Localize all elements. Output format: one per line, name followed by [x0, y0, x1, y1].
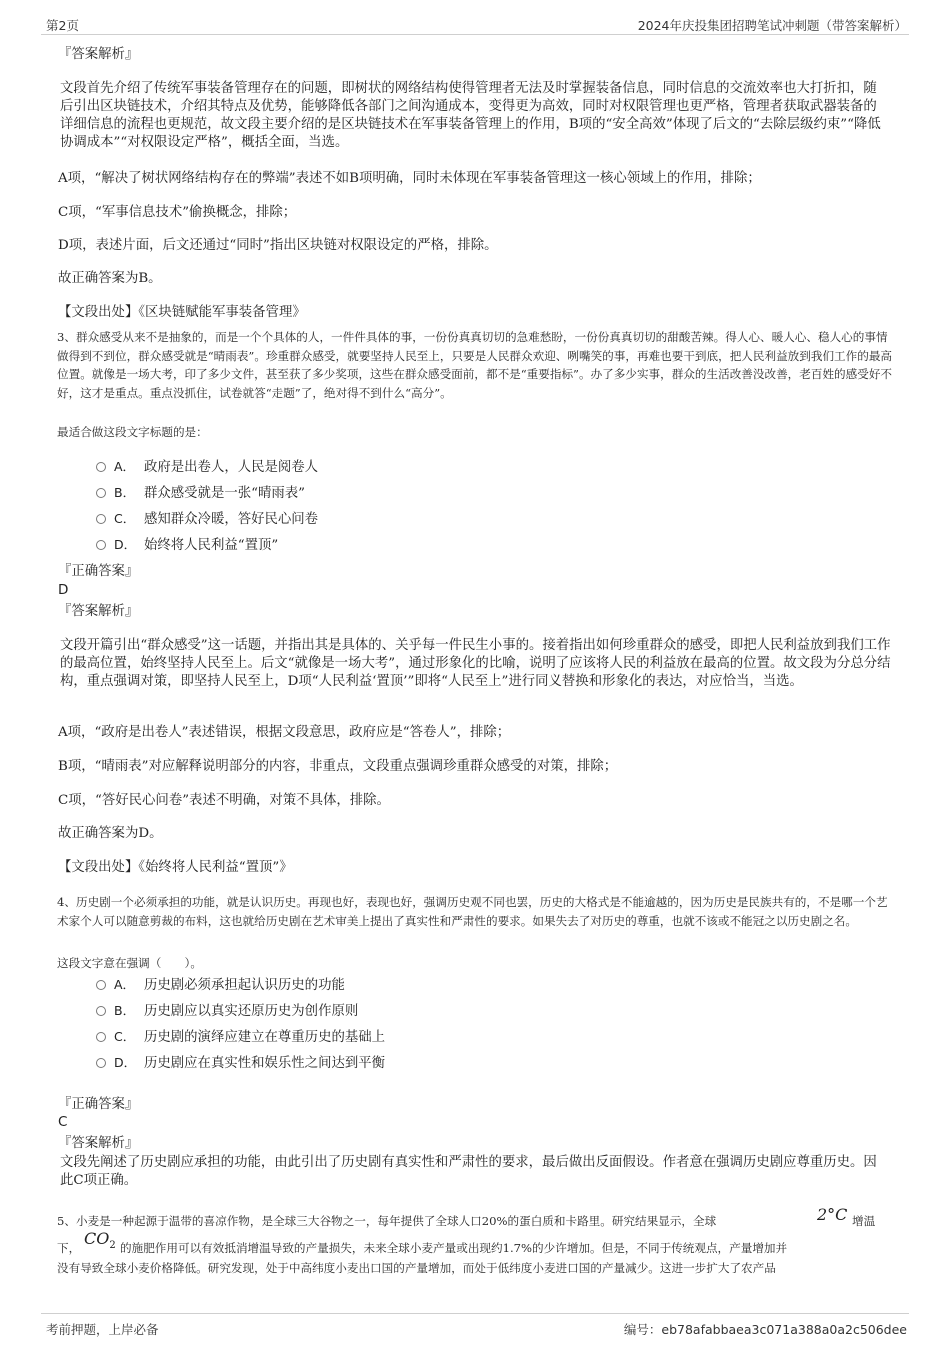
q3-answer-label: 『正确答案』	[58, 564, 139, 579]
radio-button-icon[interactable]	[96, 488, 106, 498]
q3-conclusion: 故正确答案为D。	[58, 826, 163, 841]
radio-button-icon[interactable]	[96, 980, 106, 990]
q4-stem: 4、历史剧一个必须承担的功能，就是认识历史。再现也好，表现也好，强调历史观不同也罢，历史的大格式是不能逾越的，因为历史是民族共有的，不是哪一个艺术家个人可以随意剪裁的布料，这也就给历史剧在艺术审美上提出了真实性和严肃性的要求。如果失去了对历史的尊重，也就不该或不能冠之以历史剧之名。	[57, 895, 888, 928]
q3-option-b[interactable]: B． 群众感受就是一张“晴雨表”	[96, 484, 305, 502]
radio-button-icon[interactable]	[96, 1032, 106, 1042]
q2-analysis-label: 『答案解析』	[58, 47, 139, 62]
q3-source: 【文段出处】《始终将人民利益“置顶”》	[58, 860, 293, 875]
q2-analysis-text: 文段首先介绍了传统军事装备管理存在的问题，即树状的网络结构使得管理者无法及时掌握装备信息，同时信息的交流效率也大打折扣，随后引出区块链技术，介绍其特点及优势，能够降低各部门之间沟通成本，变得更为高效，同时对权限管理也更严格，管理者获取武器装备的详细信息的流程也更规范，故文段主要介绍的是区块链技术在军事装备管理上的作用，B项的“安全高效”体现了后文的“去除层级约束”“降低协调成本”“对权限设定严格”，概括全面，当选。	[60, 81, 881, 150]
q4-question: 这段文字意在强调（ ）。	[57, 956, 202, 970]
radio-button-icon[interactable]	[96, 514, 106, 524]
q5-line-1: 5、小麦是一种起源于温带的喜凉作物，是全球三大谷物之一，每年提供了全球人口20%的蛋白质和卡路里。研究结果显示，全球	[57, 1214, 717, 1228]
q2-option-d-explanation: D项，表述片面，后文还通过“同时”指出区块链对权限设定的严格，排除。	[58, 238, 498, 253]
q4-option-d[interactable]: D． 历史剧应在真实性和娱乐性之间达到平衡	[96, 1054, 385, 1072]
q3-option-a-explanation: A项，“政府是出卷人”表述错误，根据文段意思，政府应是“答卷人”，排除；	[58, 725, 511, 740]
q3-option-a[interactable]: A． 政府是出卷人，人民是阅卷人	[96, 458, 318, 476]
q4-answer: C	[58, 1114, 68, 1130]
q3-option-c[interactable]: C． 感知群众冷暖，答好民心问卷	[96, 510, 318, 528]
q5-line-2-start: 下，	[57, 1241, 81, 1255]
q5-line-2: 的施肥作用可以有效抵消增温导致的产量损失，未来全球小麦产量或出现约1.7%的少许增加。但是，不同于传统观点，产量增加并	[120, 1241, 788, 1255]
q2-option-a-explanation: A项，“解决了树状网络结构存在的弊端”表述不如B项明确，同时未体现在军事装备管理这一核心领域上的作用，排除；	[58, 171, 761, 186]
footer-slogan: 考前押题，上岸必备	[46, 1322, 159, 1337]
q3-option-d[interactable]: D． 始终将人民利益“置顶”	[96, 536, 278, 554]
q2-source: 【文段出处】《区块链赋能军事装备管理》	[58, 305, 306, 320]
page-header	[41, 14, 909, 35]
q2-option-c-explanation: C项，“军事信息技术”偷换概念，排除；	[58, 205, 297, 220]
document-id: 编号：eb78afabbaea3c071a388a0a2c506dee	[623, 1322, 907, 1337]
q3-option-c-explanation: C项，“答好民心问卷”表述不明确，对策不具体，排除。	[58, 793, 390, 808]
q3-analysis-text: 文段开篇引出“群众感受”这一话题，并指出其是具体的、关乎每一件民生小事的。接着指出如何珍重群众的感受，即把人民利益放到我们工作的最高位置，始终坚持人民至上。后文“就像是一场大考”，通过形象化的比喻，说明了应该将人民的利益放在最高的位置。故文段为分总分结构，重点强调对策，即坚持人民至上，D项“人民利益‘置顶’”即将“人民至上”进行同义替换和形象化的表达，对应恰当，当选。	[60, 638, 891, 689]
q4-analysis-label: 『答案解析』	[58, 1136, 139, 1151]
q4-analysis-text: 文段先阐述了历史剧应承担的功能，由此引出了历史剧有真实性和严肃性的要求，最后做出反面假设。作者意在强调历史剧应尊重历史。因此C项正确。	[60, 1155, 877, 1188]
radio-button-icon[interactable]	[96, 1006, 106, 1016]
q3-analysis-label: 『答案解析』	[58, 604, 139, 619]
radio-button-icon[interactable]	[96, 540, 106, 550]
q3-stem: 3、群众感受从来不是抽象的，而是一个个具体的人，一件件具体的事，一份份真真切切的急难愁盼，一份份真真切切的甜酸苦辣。得人心、暖人心、稳人心的事情做得到不到位，群众感受就是“晴雨表”。珍重群众感受，就要坚持人民至上，只要是人民群众欢迎、咧嘴笑的事，再难也要干到底，把人民利益放到我们工作的最高位置。就像是一场大考，印了多少文件，甚至获了多少奖项，这些在群众感受面前，都不是“重要指标”。办了多少实事，群众的生活改善没改善，老百姓的感受好不好，这才是重点。重点没抓住，试卷就答“走题”了，绝对得不到什么“高分”。	[57, 330, 893, 400]
q3-option-b-explanation: B项，“晴雨表”对应解释说明部分的内容，非重点，文段重点强调珍重群众感受的对策，排除；	[58, 759, 618, 774]
page-number: 第2页	[46, 18, 79, 33]
q4-option-b[interactable]: B． 历史剧应以真实还原历史为创作原则	[96, 1002, 358, 1020]
q3-question: 最适合做这段文字标题的是：	[57, 425, 208, 439]
q4-option-a[interactable]: A． 历史剧必须承担起认识历史的功能	[96, 976, 345, 994]
q3-answer: D	[58, 582, 69, 598]
q5-co2-formula: $CO_2$	[84, 1229, 116, 1252]
radio-button-icon[interactable]	[96, 462, 106, 472]
q5-line-1-end: 增温	[852, 1214, 876, 1228]
q5-temperature-formula: 2°C	[817, 1205, 848, 1224]
q5-line-3: 没有导致全球小麦价格降低。研究发现，处于中高纬度小麦出口国的产量增加，而处于低纬度小麦进口国的产量减少。这进一步扩大了农产品	[57, 1261, 776, 1275]
q4-answer-label: 『正确答案』	[58, 1097, 139, 1112]
document-title: 2024年庆投集团招聘笔试冲刺题（带答案解析）	[637, 18, 907, 33]
q2-conclusion: 故正确答案为B。	[58, 271, 162, 286]
q4-option-c[interactable]: C． 历史剧的演绎应建立在尊重历史的基础上	[96, 1028, 385, 1046]
page-footer	[41, 1313, 909, 1339]
radio-button-icon[interactable]	[96, 1058, 106, 1068]
